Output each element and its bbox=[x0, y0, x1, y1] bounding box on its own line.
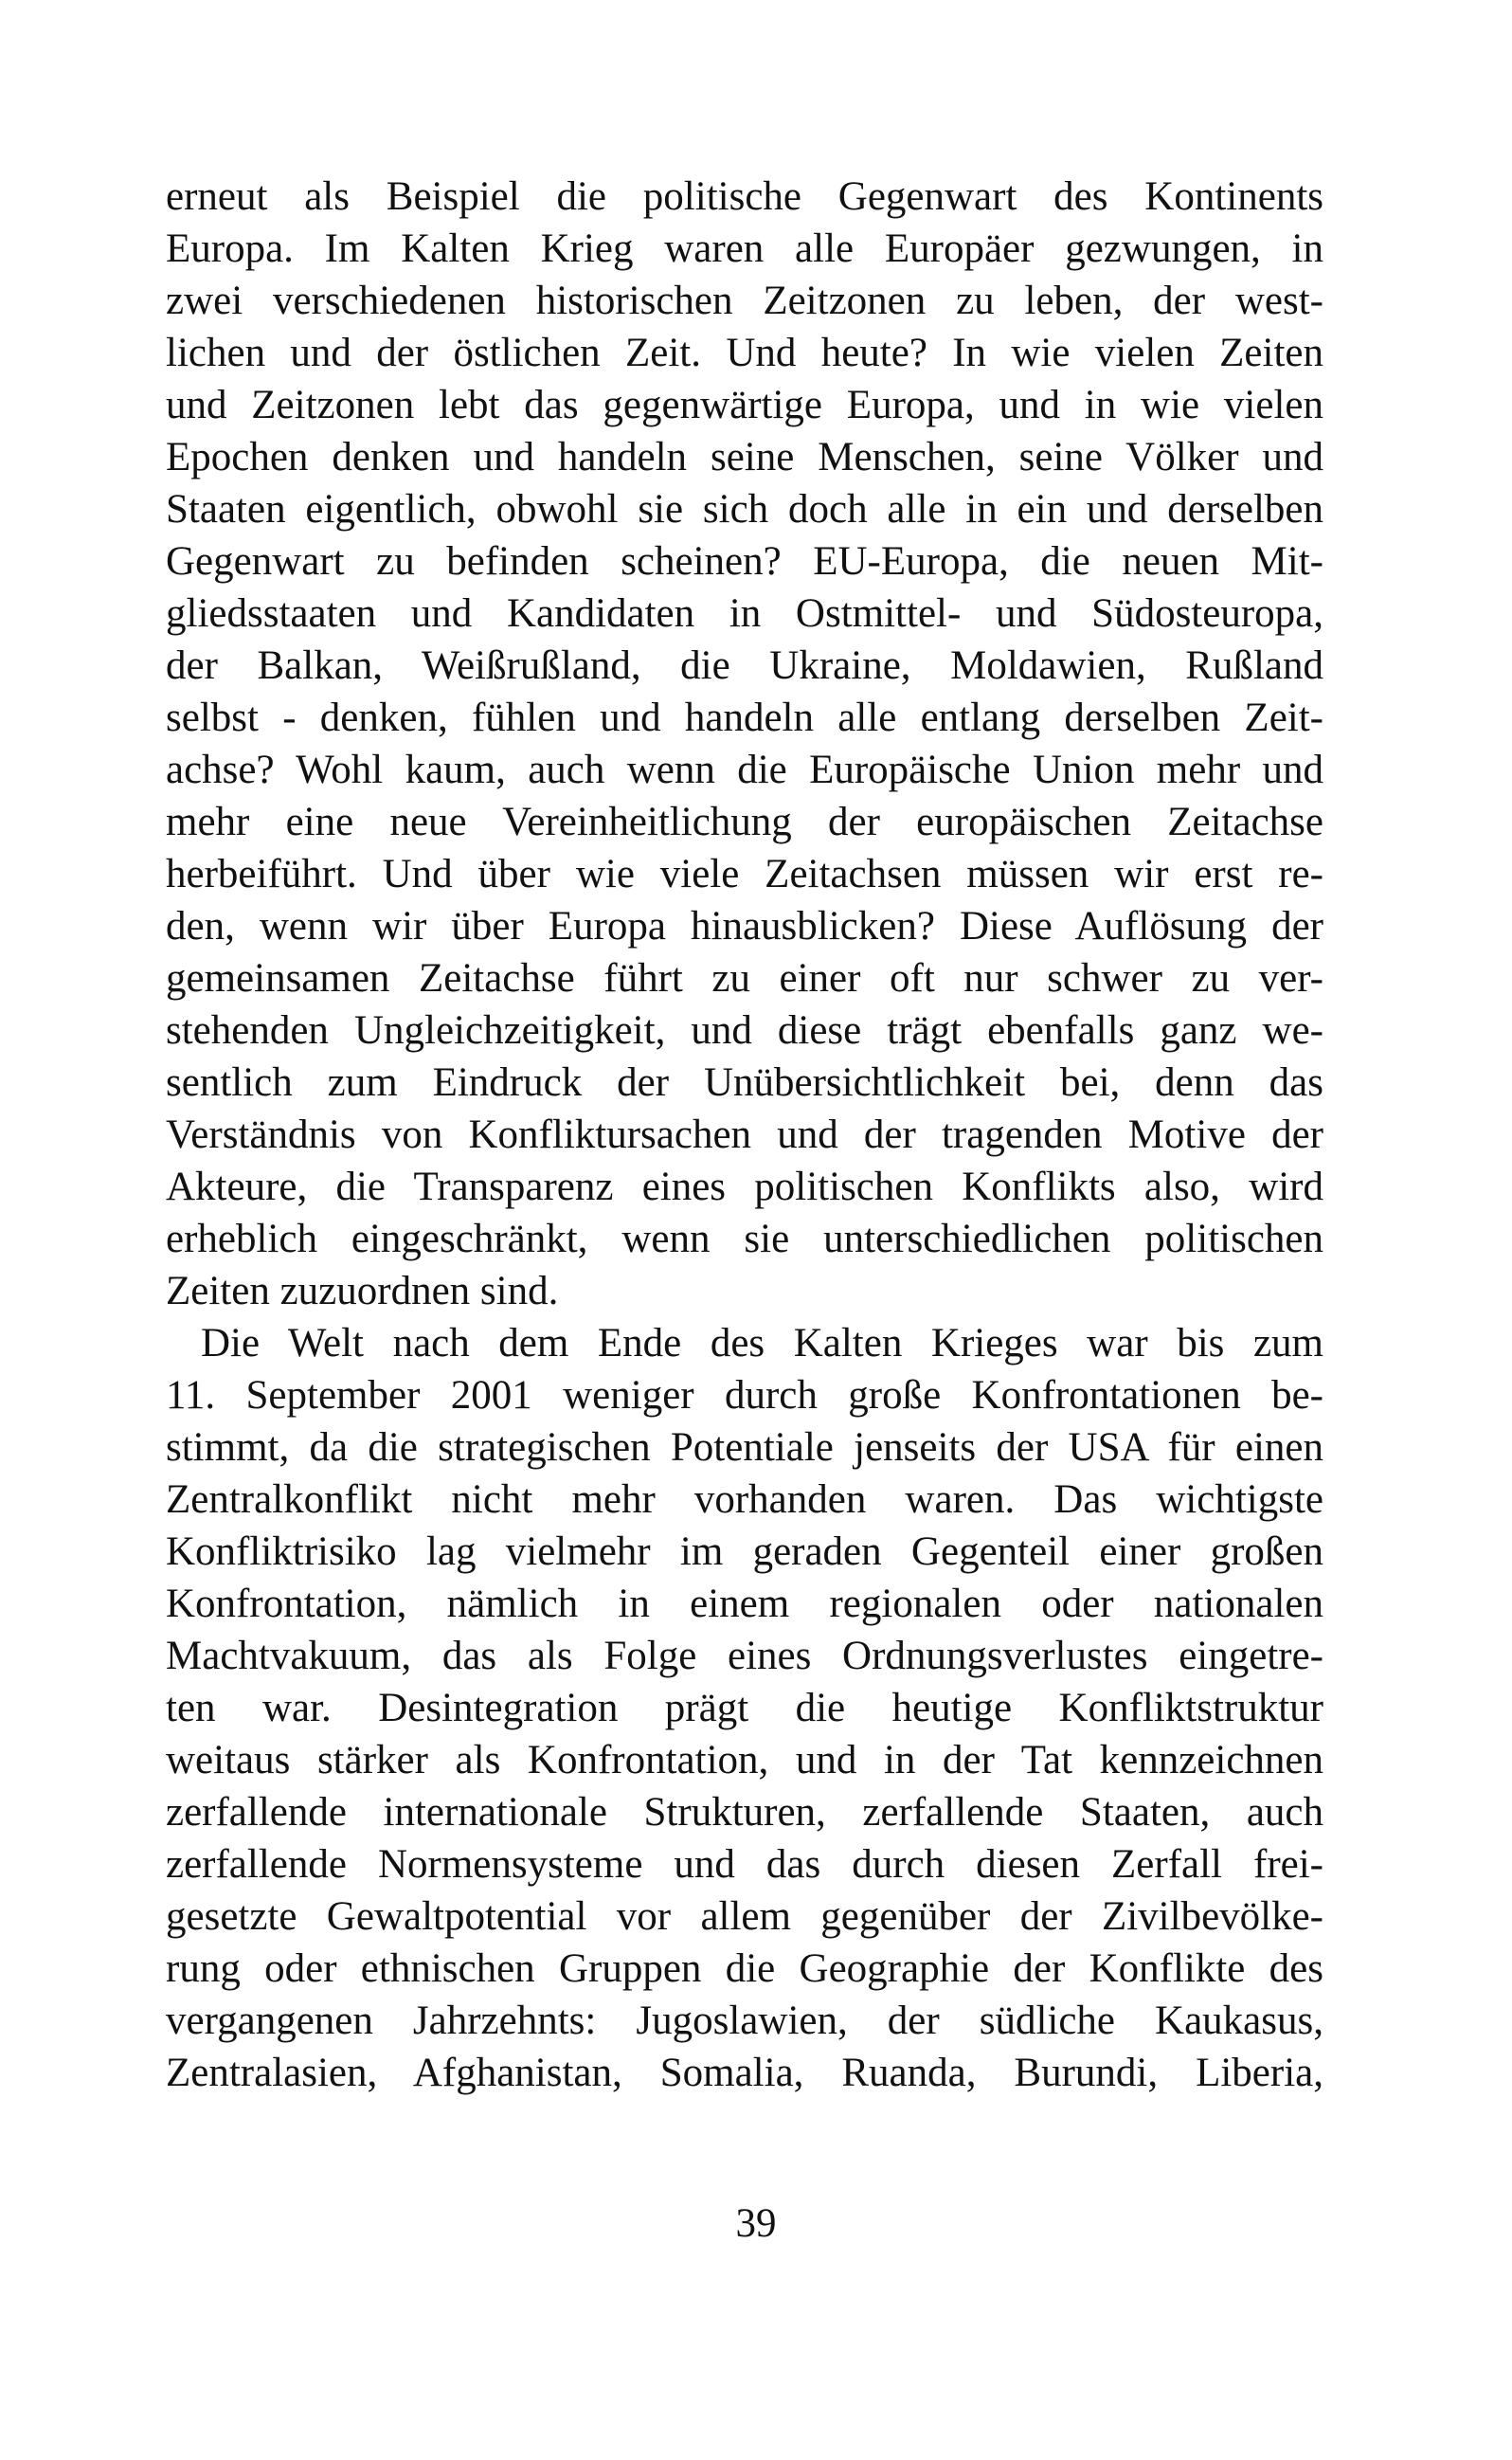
text-line: Akteure, die Transparenz eines politischen Konflikts also, wird bbox=[166, 1165, 1323, 1209]
text-line: gesetzte Gewaltpotential vor allem gegenüber der Zivilbevölke- bbox=[166, 1894, 1323, 1939]
text-line: ten war. Desintegration prägt die heutige Konfliktstruktur bbox=[166, 1686, 1323, 1730]
text-line: gemeinsamen Zeitachse führt zu einer oft nur schwer zu ver- bbox=[166, 956, 1323, 1001]
text-line: Konfliktrisiko lag vielmehr im geraden Gegenteil einer großen bbox=[166, 1529, 1323, 1574]
paragraph-start-line: Die Welt nach dem Ende des Kalten Krieges war bis zum bbox=[201, 1321, 1323, 1366]
text-line: erheblich eingeschränkt, wenn sie unterschiedlichen politischen bbox=[166, 1217, 1323, 1261]
text-line: Staaten eigentlich, obwohl sie sich doch alle in ein und derselben bbox=[166, 487, 1323, 532]
text-line: lichen und der östlichen Zeit. Und heute? In wie vielen Zeiten bbox=[166, 331, 1323, 375]
text-line: zerfallende internationale Strukturen, zerfallende Staaten, auch bbox=[166, 1790, 1323, 1835]
text-line: zerfallende Normensysteme und das durch diesen Zerfall frei- bbox=[166, 1842, 1323, 1887]
text-line: stimmt, da die strategischen Potentiale jenseits der USA für einen bbox=[166, 1425, 1323, 1470]
text-line: Gegenwart zu befinden scheinen? EU-Europa, die neuen Mit- bbox=[166, 539, 1323, 584]
page-number: 39 bbox=[735, 2201, 777, 2246]
text-line: achse? Wohl kaum, auch wenn die Europäische Union mehr und bbox=[166, 748, 1323, 792]
text-line: Zentralasien, Afghanistan, Somalia, Ruanda, Burundi, Liberia, bbox=[166, 2051, 1323, 2095]
text-line: Verständnis von Konfliktursachen und der tragenden Motive der bbox=[166, 1112, 1323, 1157]
text-line: herbeiführt. Und über wie viele Zeitachsen müssen wir erst re- bbox=[166, 852, 1323, 896]
text-line: Europa. Im Kalten Krieg waren alle Europäer gezwungen, in bbox=[166, 226, 1323, 271]
text-line: und Zeitzonen lebt das gegenwärtige Europa, und in wie vielen bbox=[166, 383, 1323, 427]
text-line: erneut als Beispiel die politische Gegenwart des Kontinents bbox=[166, 174, 1323, 219]
text-line: sentlich zum Eindruck der Unübersichtlichkeit bei, denn das bbox=[166, 1060, 1323, 1105]
text-line: selbst - denken, fühlen und handeln alle entlang derselben Zeit- bbox=[166, 696, 1323, 740]
text-line: Zentralkonflikt nicht mehr vorhanden waren. Das wichtigste bbox=[166, 1477, 1323, 1522]
text-line: rung oder ethnischen Gruppen die Geographie der Konflikte des bbox=[166, 1946, 1323, 1991]
text-line: den, wenn wir über Europa hinausblicken? Diese Auflösung der bbox=[166, 904, 1323, 949]
paragraph-end-line: Zeiten zuzuordnen sind. bbox=[166, 1269, 559, 1313]
text-line: Konfrontation, nämlich in einem regionalen oder nationalen bbox=[166, 1582, 1323, 1626]
text-line: weitaus stärker als Konfrontation, und in der Tat kennzeichnen bbox=[166, 1738, 1323, 1782]
text-line: Machtvakuum, das als Folge eines Ordnungsverlustes eingetre- bbox=[166, 1634, 1323, 1678]
text-line: vergangenen Jahrzehnts: Jugoslawien, der südliche Kaukasus, bbox=[166, 1999, 1323, 2043]
text-line: gliedsstaaten und Kandidaten in Ostmittel- und Südosteuropa, bbox=[166, 591, 1323, 636]
text-line: mehr eine neue Vereinheitlichung der europäischen Zeitachse bbox=[166, 800, 1323, 844]
text-line: 11. September 2001 weniger durch große Konfrontationen be- bbox=[166, 1373, 1323, 1418]
text-line: der Balkan, Weißrußland, die Ukraine, Moldawien, Rußland bbox=[166, 643, 1323, 688]
text-line: Epochen denken und handeln seine Menschen, seine Völker und bbox=[166, 435, 1323, 479]
text-line: zwei verschiedenen historischen Zeitzonen zu leben, der west- bbox=[166, 279, 1323, 323]
body-text bbox=[166, 171, 1323, 2099]
text-line: stehenden Ungleichzeitigkeit, und diese trägt ebenfalls ganz we- bbox=[166, 1008, 1323, 1053]
